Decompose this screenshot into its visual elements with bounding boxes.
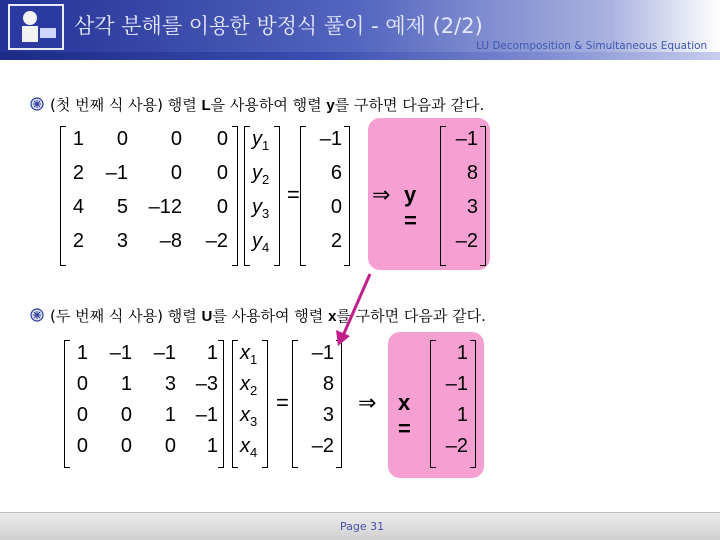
coef-matrix-right-bracket [232,126,238,266]
matrix-cell: 0 [164,435,176,457]
rhs-vector-right-bracket [344,126,350,266]
variable-name: y [252,196,262,218]
section1-text [50,94,484,115]
variable-subscript: 3 [250,414,258,429]
variable-name: x [240,404,250,426]
matrix-cell: –1 [195,404,218,426]
variable-subscript: 2 [250,383,258,398]
matrix-cell: –3 [195,373,218,395]
section2-text-a: (두 번째 식 사용) 행렬 [50,307,202,325]
section1-text-b: 을 사용하여 행렬 [210,96,327,114]
matrix-cell: 1 [164,404,176,426]
rhs-cell: –2 [311,435,334,457]
matrix-cell: 0 [170,162,182,184]
result-vector-right-bracket [480,126,486,266]
matrix-U-label: U [201,308,213,325]
rhs-cell: 2 [330,230,342,252]
matrix-cell: 0 [170,128,182,150]
rhs-cell: 8 [322,373,334,395]
matrix-cell: 0 [76,373,88,395]
variable-cell [240,342,284,367]
variable-subscript: 2 [262,172,270,187]
variable-name: y [252,162,262,184]
result-label: y = [404,182,417,233]
matrix-cell: 0 [216,128,228,150]
vector-y-label: y [326,97,335,114]
variable-subscript: 1 [250,352,258,367]
presenter-logo-icon [8,4,64,50]
matrix-cell: –8 [159,230,182,252]
bullet-icon [30,97,44,111]
matrix-cell: 1 [206,342,218,364]
matrix-cell: 1 [76,342,88,364]
bullet-icon [30,308,44,322]
page-number: Page 31 [340,520,385,533]
coef-matrix-right-bracket [218,340,224,468]
variable-name: x [240,435,250,457]
result-cell: 1 [456,342,468,364]
variable-cell [240,435,284,460]
equals-sign: = [276,390,289,415]
page-subtitle: LU Decomposition & Simultaneous Equation [476,40,708,52]
variable-subscript: 1 [262,138,270,153]
implies-arrow: ⇒ [358,390,377,415]
variable-name: x [240,373,250,395]
equals-sign: = [287,182,300,207]
matrix-cell: 1 [206,435,218,457]
section2-text-b: 를 사용하여 행렬 [212,307,329,325]
rhs-cell: 0 [330,196,342,218]
matrix-cell: 2 [72,162,84,184]
result-cell: 3 [466,196,478,218]
matrix-cell: 0 [76,435,88,457]
result-cell: –2 [445,435,468,457]
variable-cell [252,128,296,153]
page-title: 삼각 분해를 이용한 방정식 풀이 - 예제 (2/2) [74,14,483,38]
section1-text-c: 를 구하면 다음과 같다. [334,96,485,114]
result-cell: –2 [455,230,478,252]
matrix-cell: 0 [116,128,128,150]
result-cell: 1 [456,404,468,426]
variable-cell [252,230,296,255]
matrix-L-label: L [201,97,211,114]
result-vector-right-bracket [470,340,476,468]
matrix-cell: 1 [72,128,84,150]
implies-arrow: ⇒ [372,182,391,207]
variable-name: x [240,342,250,364]
result-cell: –1 [455,128,478,150]
result-label: x = [398,390,411,441]
vector-x-label: x [328,308,337,325]
section2-text [50,305,486,326]
variable-subscript: 4 [262,240,270,255]
variable-name: y [252,128,262,150]
section1-text-a: (첫 번째 식 사용) 행렬 [50,96,202,114]
variable-name: y [252,230,262,252]
matrix-cell: 3 [164,373,176,395]
matrix-cell: 4 [72,196,84,218]
variable-subscript: 3 [262,206,270,221]
matrix-cell: 2 [72,230,84,252]
matrix-cell: –12 [148,196,182,218]
matrix-cell: 0 [216,162,228,184]
matrix-cell: –2 [205,230,228,252]
rhs-cell: 6 [330,162,342,184]
var-vector-left-bracket [232,340,238,468]
matrix-cell: 1 [120,373,132,395]
arrow-icon [330,270,380,350]
matrix-cell: 3 [116,230,128,252]
matrix-cell: 0 [120,404,132,426]
rhs-cell: 3 [322,404,334,426]
section2-text-c: 를 구하면 다음과 같다. [336,307,486,325]
matrix-cell: 0 [120,435,132,457]
matrix-cell: 0 [216,196,228,218]
rhs-cell: –1 [319,128,342,150]
result-cell: 8 [466,162,478,184]
result-cell: –1 [445,373,468,395]
var-vector-left-bracket [244,126,250,266]
variable-subscript: 4 [250,445,258,460]
matrix-cell: 0 [76,404,88,426]
matrix-cell: –1 [105,162,128,184]
matrix-cell: –1 [153,342,176,364]
rhs-cell: –1 [311,342,334,364]
matrix-cell: –1 [109,342,132,364]
rhs-vector-right-bracket [336,340,342,468]
matrix-cell: 5 [116,196,128,218]
